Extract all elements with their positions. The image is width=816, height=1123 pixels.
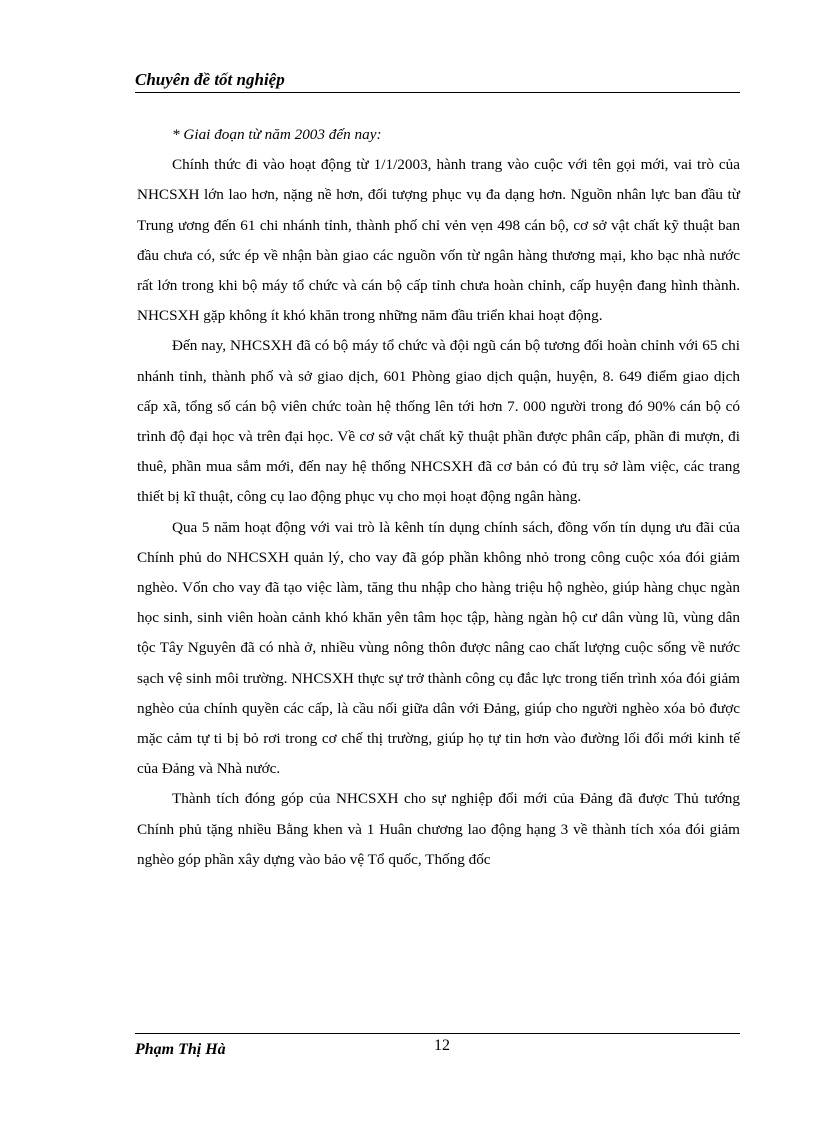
document-body <box>137 120 740 875</box>
paragraph-4: Thành tích đóng góp của NHCSXH cho sự nghiệp đổi mới của Đảng đã được Thủ tướng Chính phủ tặng nhiều Bằng khen và 1 Huân chương lao động hạng 3 về thành tích xóa đói giảm nghèo góp phần xây dựng vào bảo vệ Tổ quốc, Thống đốc <box>137 790 740 868</box>
paragraph-1: Chính thức đi vào hoạt động từ 1/1/2003, hành trang vào cuộc với tên gọi mới, vai trò của NHCSXH lớn lao hơn, nặng nề hơn, đối tượng phục vụ đa dạng hơn. Nguồn nhân lực ban đầu từ Trung ương đến 61 chi nhánh tỉnh, thành phố chỉ vẻn vẹn 498 cán bộ, cơ sở vật chất kỹ thuật ban đầu chưa có, sức ép về nhận bàn giao các nguồn vốn từ ngân hàng thương mại, kho bạc nhà nước rất lớn trong khi bộ máy tổ chức và cán bộ cấp tỉnh chưa hoàn chỉnh, cấp huyện đang hình thành. NHCSXH gặp không ít khó khăn trong những năm đầu triển khai hoạt động. <box>137 156 740 325</box>
footer-divider <box>135 1033 740 1034</box>
page-number: 12 <box>434 1037 450 1054</box>
paragraph-3: Qua 5 năm hoạt động với vai trò là kênh tín dụng chính sách, đồng vốn tín dụng ưu đãi của Chính phủ do NHCSXH quản lý, cho vay đã góp phần không nhỏ trong công cuộc xóa đói giảm nghèo. Vốn cho vay đã tạo việc làm, tăng thu nhập cho hàng triệu hộ nghèo, giúp hàng chục ngàn học sinh, sinh viên hoàn cảnh khó khăn yên tâm học tập, hàng ngàn hộ cư dân vùng lũ, vùng dân tộc Tây Nguyên đã có nhà ở, nhiều vùng nông thôn được nâng cao chất lượng cuộc sống về nước sạch vệ sinh môi trường. NHCSXH thực sự trở thành công cụ đắc lực trong tiến trình xóa đói giảm nghèo của chính quyền các cấp, là cầu nối giữa dân với Đảng, giúp cho người nghèo xóa bỏ được mặc cảm tự ti bị bỏ rơi trong cơ chế thị trường, giúp họ tự tin hơn vào đường lối đổi mới kinh tế của Đảng và Nhà nước. <box>137 518 740 778</box>
header-title: Chuyên đề tốt nghiệp <box>135 70 285 89</box>
section-heading: * Giai đoạn từ năm 2003 đến nay: <box>172 126 382 143</box>
paragraph-2: Đến nay, NHCSXH đã có bộ máy tổ chức và đội ngũ cán bộ tương đối hoàn chỉnh với 65 chi nhánh tỉnh, thành phố và sở giao dịch, 601 Phòng giao dịch quận, huyện, 8. 649 điểm giao dịch cấp xã, tổng số cán bộ viên chức toàn hệ thống lên tới hơn 7. 000 người trong đó 90% cán bộ có trình độ đại học và trên đại học. Về cơ sở vật chất kỹ thuật phần được phân cấp, phần đi mượn, đi thuê, phần mua sắm mới, đến nay hệ thống NHCSXH đã cơ bản có đủ trụ sở làm việc, các trang thiết bị kĩ thuật, công cụ lao động phục vụ cho mọi hoạt động ngân hàng. <box>137 337 740 506</box>
header-divider <box>135 92 740 93</box>
footer-author: Phạm Thị Hà <box>135 1041 226 1058</box>
